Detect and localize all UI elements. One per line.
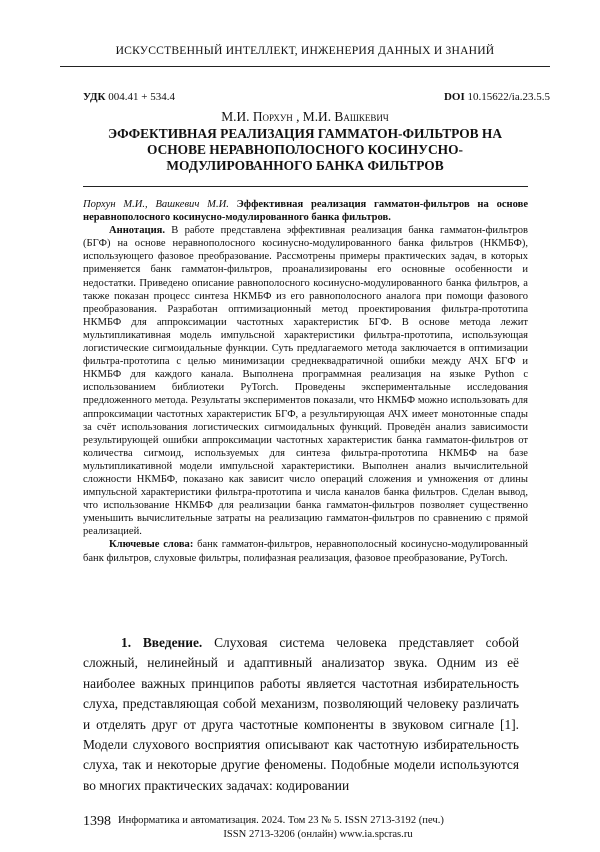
intro-paragraph xyxy=(83,633,519,796)
intro-text: Слуховая система человека представляет собой сложный, нелинейный и адаптивный анализатор звука. Одним из её наиболее важных принципов работы является частотная избирательность слуха, представляющая собой механизм, позволяющий человеку различать и отделять друг от друга частотные компоненты в звуковом сигнале [1]. Модели слухового восприятия описывают как частотную избирательность слуха, так и некоторые другие феномены. Подобные модели используются во многих практических задачах: кодировании xyxy=(83,635,519,793)
running-head: ИСКУССТВЕННЫЙ ИНТЕЛЛЕКТ, ИНЖЕНЕРИЯ ДАННЫХ И ЗНАНИЙ xyxy=(115,44,495,57)
abstract-label: Аннотация. xyxy=(109,225,165,237)
abstract-text: В работе представлена эффективная реализация банка гамматон-фильтров (БГФ) на основе неравнополосного косинусно-модулированного банка фильтров (НКМБФ), использующего фазовое преобразование. Рассмотрены примеры практических задач, в которых применяется банк гамматон-фильтров, проанализированы его основные особенности и недостатки. Приведено описание равнополосного косинусно-модулированного банка фильтров, а также показан процесс синтеза НКМБФ из его равнополосного аналога при помощи фазового преобразования. Разработан оптимизационный метод проектирования фильтра-прототипа НКМБФ для аппроксимации частотных характеристик БГФ. В основе метода лежит мультипликативная модель импульсной характеристики фильтра-прототипа, использующая логистические сигмоидальные функции. Суть предлагаемого метода заключается в оптимизации фильтра-прототипа с целью минимизации среднеквадратичной ошибки между АЧХ БГФ и НКМБФ для каждого канала. Выполнена программная реализация на языке Python с использованием библиотеки PyTorch. Проведены экспериментальные исследования предложенного метода. Результаты экспериментов показали, что НКМБФ можно использовать для аппроксимации частотных характеристик БГФ, а результирующая АЧХ имеет монотонные спады за счёт использования логистических сигмоидальных функций. Проведён анализ зависимости результирующей ошибки аппроксимации частотных характеристик банка гамматон-фильтров от количества сигмоид, используемых для синтеза фильтра-прототипа НКМБФ на базе мультипликативной модели импульсной характеристики. Выполнен анализ вычислительной сложности НКМБФ, показано как зависит число операций сложения и умножения от длины импульсной характеристики фильтра-прототипа и числа каналов банка фильтров. Сделан вывод, что использование НКМБФ для реализации банка гамматон-фильтров позволяет существенно уменьшить вычислительные затраты на реализацию гамматон-фильтров по сравнению с прямой реализацией. xyxy=(83,225,528,538)
doi xyxy=(444,91,550,103)
abstract xyxy=(83,224,528,538)
doi-value: 10.15622/ia.23.5.5 xyxy=(467,91,550,103)
udk-value: 004.41 + 534.4 xyxy=(108,91,175,103)
keywords-label: Ключевые слова: xyxy=(109,539,194,551)
keywords xyxy=(83,538,528,564)
introduction xyxy=(83,633,519,796)
issn-online: ISSN 2713-3206 (онлайн) www.ia.spcras.ru xyxy=(223,829,413,840)
journal-info: Информатика и автоматизация. 2024. Том 23 № 5. ISSN 2713-3192 (печ.) xyxy=(118,815,444,826)
citation-authors: Порхун М.И., Вашкевич М.И. xyxy=(83,199,229,210)
intro-heading: 1. Введение. xyxy=(121,635,203,650)
section-divider xyxy=(83,186,528,187)
udk-label: УДК xyxy=(83,91,106,103)
citation-title: Эффективная реализация гамматон-фильтров на основе неравнополосного косинусно-модулированного банка фильтров. xyxy=(83,199,528,224)
keywords-text: банк гамматон-фильтров, неравнополосный косинусно-модулированный банк фильтров, слуховые фильтры, полифазная реализация, фазовое преобразование, PyTorch. xyxy=(83,539,528,564)
citation xyxy=(83,198,528,224)
header-rule xyxy=(60,66,550,67)
paper-title: ЭФФЕКТИВНАЯ РЕАЛИЗАЦИЯ ГАММАТОН-ФИЛЬТРОВ НА ОСНОВЕ НЕРАВНОПОЛОСНОГО КОСИНУСНО-МОДУЛИРОВАННОГО БАНКА ФИЛЬТРОВ xyxy=(107,126,503,173)
udk-code xyxy=(83,91,175,103)
authors: М.И. Порхун , М.И. Вашкевич xyxy=(221,109,389,124)
page-number: 1398 xyxy=(83,814,111,829)
abstract-block xyxy=(83,198,528,565)
doi-label: DOI xyxy=(443,91,465,103)
